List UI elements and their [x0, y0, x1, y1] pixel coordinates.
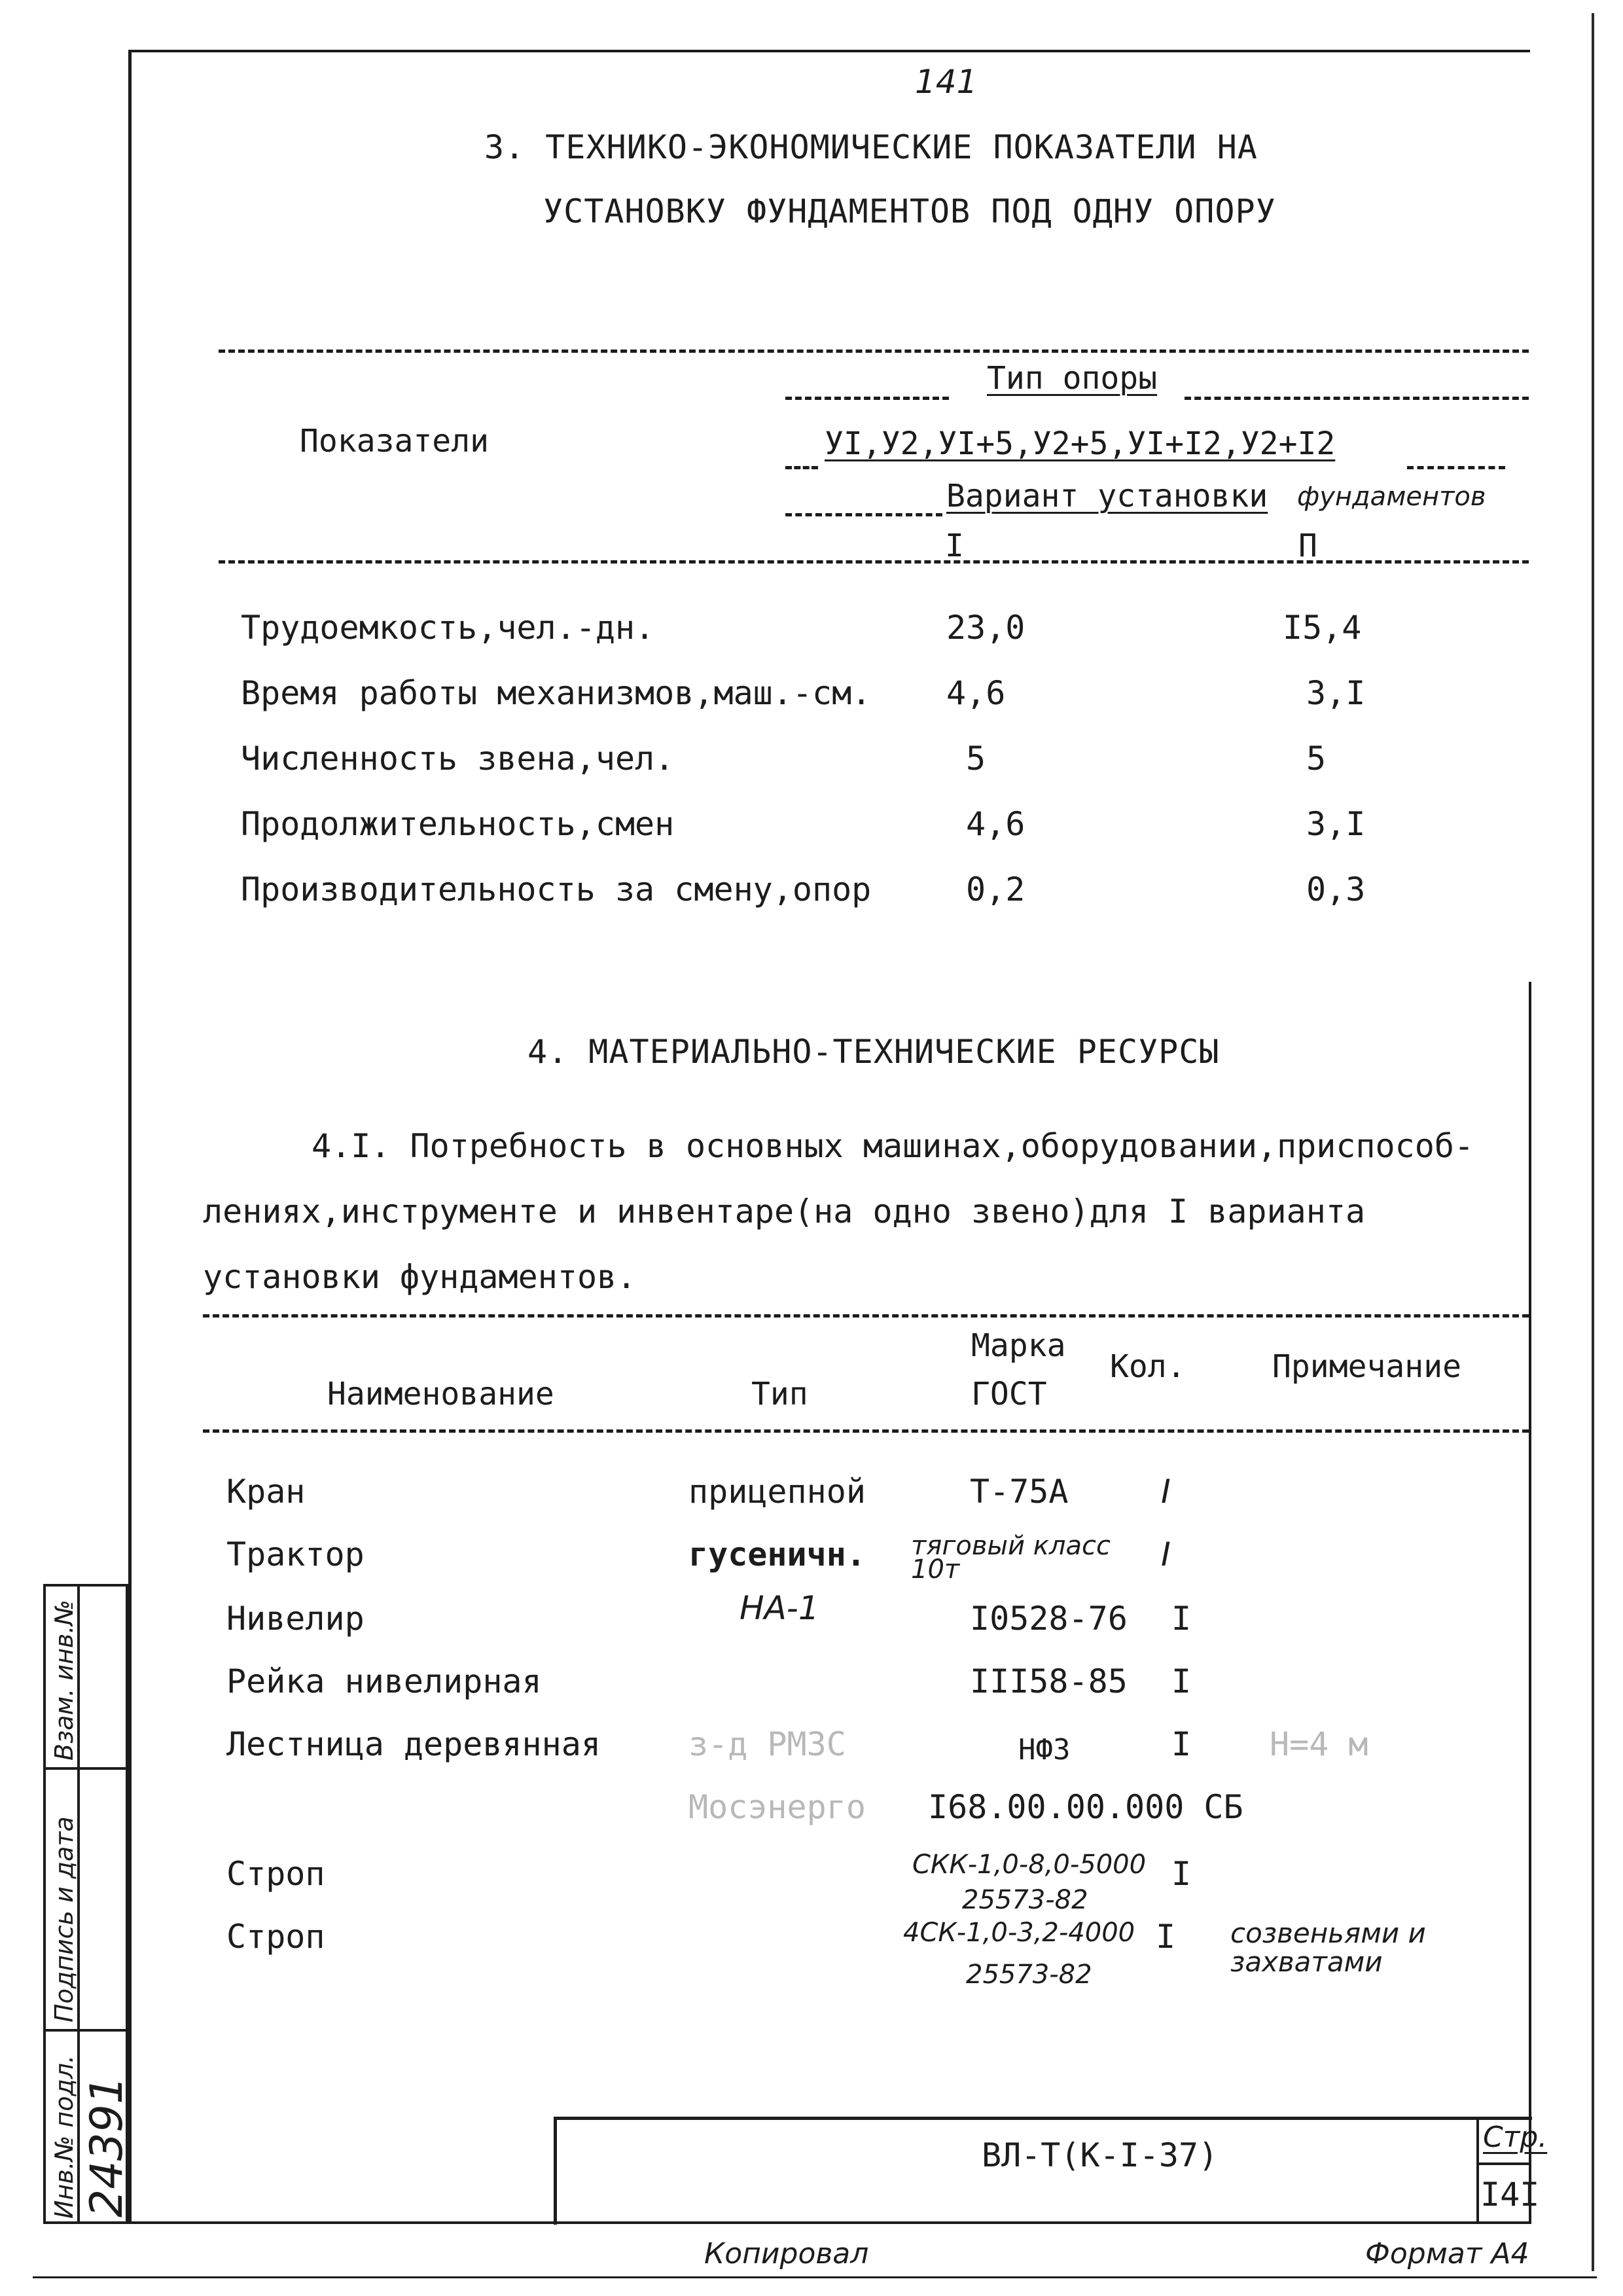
- table2-row-mark-handwritten: СКК-1,0-8,0-5000: [912, 1850, 1147, 1880]
- side-stamp-divider: [43, 2029, 128, 2032]
- table1-row-v1: 4,6: [966, 805, 1026, 843]
- table2-row-qty: I: [1171, 1600, 1192, 1638]
- side-stamp-divider: [43, 1767, 128, 1770]
- document-code: ВЛ-Т(К-I-37): [982, 2136, 1219, 2174]
- table2-row-name: Строп: [226, 1855, 325, 1893]
- section4-paragraph-line3: установки фундаментов.: [203, 1258, 637, 1296]
- table2-row-mark-handwritten: тяговый класс 10т: [911, 1531, 1111, 1585]
- table1-top-rule: [219, 350, 1529, 353]
- table2-row-type: Мосэнерго: [688, 1788, 866, 1826]
- table2-row-name: Строп: [226, 1918, 325, 1956]
- table1-row-v1: 5: [966, 740, 986, 778]
- section4-paragraph-line2: лениях,инструменте и инвентаре(на одно звено)для I варианта: [203, 1193, 1366, 1230]
- table2-row-note: Н=4 м: [1270, 1725, 1368, 1763]
- table2-row-mark: I68.00.00.000 СБ: [928, 1788, 1243, 1826]
- page-mark: 141: [915, 63, 978, 101]
- table2-header-bottom-rule: [203, 1429, 1529, 1433]
- table1-row-v1: 23,0: [946, 609, 1026, 647]
- section4-paragraph-line1: 4.I. Потребность в основных машинах,оборудовании,приспособ-: [312, 1127, 1474, 1165]
- side-label-inv-orig: Инв.№ подл.: [50, 2054, 79, 2219]
- table1-header-support-list: УI,У2,УI+5,У2+5,УI+I2,У2+I2: [825, 425, 1336, 462]
- table2-header-gost: ГОСТ: [971, 1376, 1047, 1412]
- table1-header-indicators: Показатели: [300, 423, 489, 459]
- table2-row-mark: I0528-76: [970, 1600, 1128, 1638]
- footer-format: Формат А4: [1365, 2237, 1529, 2270]
- table1-row-v2: 0,3: [1306, 870, 1366, 908]
- table1-header-bottom-rule: [219, 560, 1529, 564]
- table1-row-label: Продолжительность,смен: [241, 805, 675, 843]
- table1-variant-1: I: [945, 528, 964, 564]
- table1-row-v2: 3,I: [1306, 674, 1366, 712]
- frame-right-border: [1529, 982, 1531, 2224]
- table2-row-mark: НФ3: [1018, 1733, 1071, 1767]
- table1-row-v1: 0,2: [966, 870, 1026, 908]
- table2-row-qty: I: [1161, 1473, 1171, 1511]
- footer-rule: [33, 2276, 1597, 2278]
- table2-row-qty: I: [1171, 1855, 1192, 1893]
- table2-row-name: Кран: [226, 1473, 306, 1511]
- table1-header-variant-hand: фундаментов: [1297, 482, 1486, 512]
- title-block-divider: [1476, 2117, 1479, 2221]
- table2-row-qty: I: [1171, 1662, 1192, 1700]
- section3-title-line1: 3. ТЕХНИКО-ЭКОНОМИЧЕСКИЕ ПОКАЗАТЕЛИ НА: [484, 128, 1258, 166]
- table2-row-mark: III58-85: [970, 1662, 1128, 1700]
- table2-row-gost-handwritten: 25573-82: [966, 1960, 1092, 1990]
- table2-row-name: Лестница деревянная: [226, 1725, 601, 1763]
- table1-header-dash: [785, 513, 942, 516]
- footer-copied: Копировал: [704, 2237, 869, 2270]
- table2-row-type: прицепной: [688, 1473, 866, 1511]
- section4-title: 4. МАТЕРИАЛЬНО-ТЕХНИЧЕСКИЕ РЕСУРСЫ: [527, 1033, 1220, 1071]
- side-label-inv-repl: Взам. инв.№: [50, 1600, 79, 1761]
- table1-row-label: Производительность за смену,опор: [241, 870, 872, 908]
- table2-row-qty: I: [1171, 1725, 1192, 1763]
- table1-row-label: Численность звена,чел.: [241, 740, 675, 778]
- table2-row-note-handwritten: созвеньями и захватами: [1230, 1917, 1426, 1978]
- page-label: Стр.: [1483, 2121, 1548, 2154]
- table2-header-qty: Кол.: [1110, 1348, 1186, 1385]
- table2-row-name: Нивелир: [226, 1600, 365, 1638]
- table1-header-dash: [1185, 397, 1529, 400]
- table2-row-gost-handwritten: 25573-82: [962, 1885, 1088, 1915]
- table1-variant-2: П: [1298, 528, 1317, 564]
- table2-top-rule: [203, 1314, 1529, 1318]
- table1-header-dash: [785, 397, 949, 400]
- side-inventory-number: 24391: [81, 2075, 133, 2217]
- table1-row-label: Трудоемкость,чел.-дн.: [241, 609, 655, 647]
- table1-row-v2: I5,4: [1283, 609, 1362, 647]
- table2-row-type: з-д РМЗС: [688, 1725, 846, 1763]
- table2-header-name: Наименование: [327, 1376, 554, 1412]
- side-label-sign-date: Подпись и дата: [50, 1816, 79, 2022]
- table1-header-support-type: Тип опоры: [987, 360, 1158, 397]
- title-block-divider: [1476, 2162, 1531, 2165]
- table2-row-qty: I: [1161, 1535, 1171, 1573]
- table1-row-v1: 4,6: [946, 674, 1006, 712]
- table1-row-label: Время работы механизмов,маш.-см.: [241, 674, 872, 712]
- table1-header-dash: [1407, 466, 1505, 469]
- table2-row-qty: I: [1156, 1918, 1176, 1956]
- table2-row-type: гусеничн.: [688, 1535, 866, 1573]
- table1-row-v2: 3,I: [1306, 805, 1366, 843]
- table2-header-note: Примечание: [1272, 1348, 1461, 1385]
- frame-top-border: [128, 50, 1530, 52]
- section3-title-line2: УСТАНОВКУ ФУНДАМЕНТОВ ПОД ОДНУ ОПОРУ: [543, 192, 1276, 230]
- table2-row-type-handwritten: НА-1: [740, 1589, 819, 1627]
- table2-header-type: Тип: [751, 1376, 808, 1412]
- frame-left-border: [128, 50, 132, 2224]
- table2-row-mark-handwritten: 4СК-1,0-3,2-4000: [903, 1918, 1135, 1948]
- table1-header-dash: [785, 466, 818, 469]
- page-number: I4I: [1480, 2176, 1540, 2214]
- sheet-edge-line: [1592, 13, 1594, 2271]
- table1-header-variant: Вариант установки: [946, 478, 1268, 514]
- table1-row-v2: 5: [1306, 740, 1327, 778]
- table2-row-name: Рейка нивелирная: [226, 1662, 542, 1700]
- table2-row-name: Трактор: [226, 1535, 365, 1573]
- table2-header-mark: Марка: [971, 1327, 1066, 1364]
- table2-row-mark: Т-75А: [970, 1473, 1069, 1511]
